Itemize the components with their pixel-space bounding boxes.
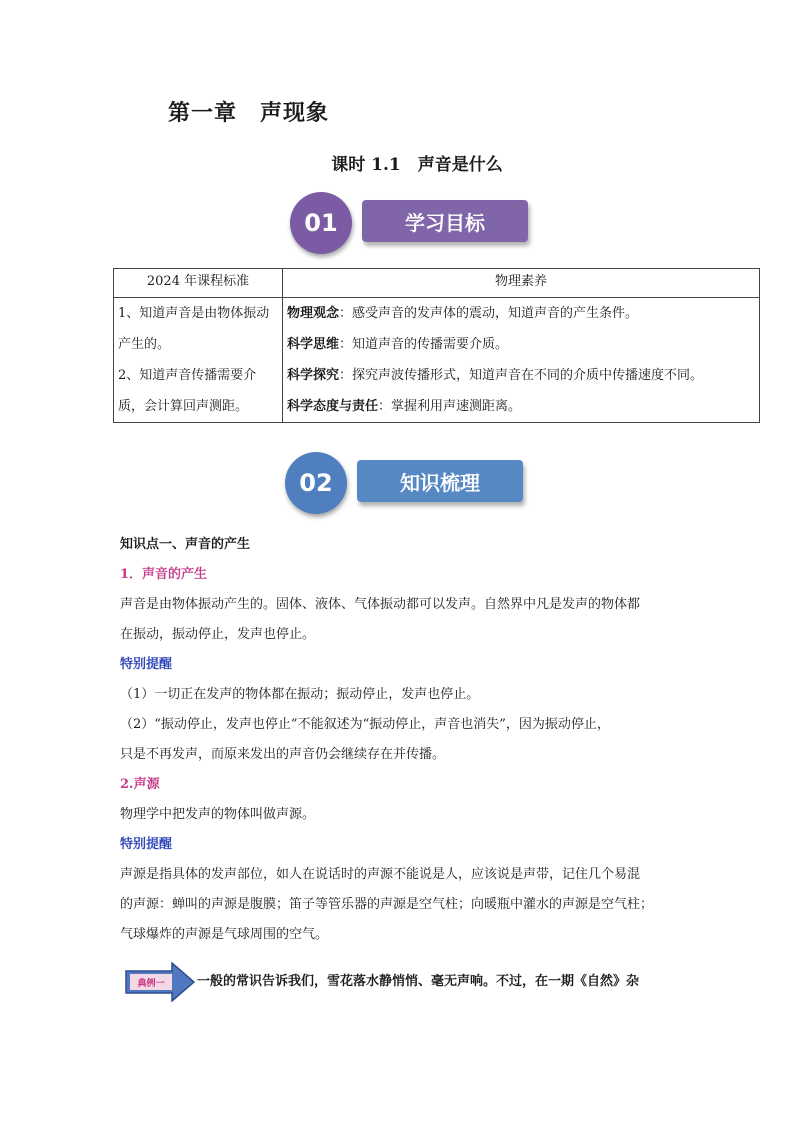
section-badge-objectives: [290, 192, 530, 256]
standard-line: 产生的。: [118, 337, 171, 352]
paragraph-line: 物理学中把发声的物体叫做声源。: [120, 807, 316, 822]
literacy-line: 物理观念：感受声音的发声体的震动，知道声音的产生条件。: [287, 306, 639, 321]
reminder-title: 特别提醒: [120, 837, 173, 852]
paragraph-line: 声音是由物体振动产生的。固体、液体、气体振动都可以发声。自然界中凡是发声的物体都: [120, 597, 641, 612]
paragraph-line: （2）“振动停止，发声也停止”不能叙述为“振动停止，声音也消失”，因为振动停止，: [120, 717, 610, 732]
paragraph-line: 只是不再发声，而原来发出的声音仍会继续存在并传播。: [120, 747, 446, 762]
section-badge-knowledge: [285, 452, 530, 516]
paragraph-line: 声源是指具体的发声部位，如人在说话时的声源不能说是人，应该说是声带，记住几个易混: [120, 867, 641, 882]
example-tag: 典例一: [137, 979, 165, 989]
section-label: 学习目标: [362, 200, 528, 242]
reminder-title: 特别提醒: [120, 657, 173, 672]
literacy-line: 科学思维：知道声音的传播需要介质。: [287, 337, 509, 352]
lesson-title: 课时 1.1 声音是什么: [331, 155, 503, 175]
table-header-literacy: 物理素养: [283, 269, 760, 298]
paragraph-line: 的声源：蝉叫的声源是腹膜；笛子等管乐器的声源是空气柱；向暖瓶中灌水的声源是空气柱；: [120, 897, 654, 912]
standard-line: 1、知道声音是由物体振动: [118, 306, 270, 321]
standards-table: [113, 268, 760, 423]
literacy-line: 科学态度与责任：掌握利用声速测距离。: [287, 399, 522, 414]
section-label: 知识梳理: [357, 460, 523, 502]
section-number: 01: [290, 192, 352, 254]
paragraph-line: （1）一切正在发声的物体都在振动；振动停止，发声也停止。: [120, 687, 480, 702]
standard-line: 质，会计算回声测距。: [118, 399, 249, 414]
section-number: 02: [285, 452, 347, 514]
paragraph-line: 气球爆炸的声源是气球周围的空气。: [120, 927, 329, 942]
paragraph-line: 在振动，振动停止，发声也停止。: [120, 627, 316, 642]
example-arrow-icon: [124, 962, 196, 1006]
literacy-cell: [283, 298, 760, 423]
subsection-title: 1．声音的产生: [120, 567, 208, 582]
knowledge-content: [120, 530, 680, 950]
standard-cell: [114, 298, 283, 423]
literacy-line: 科学探究：探究声波传播形式，知道声音在不同的介质中传播速度不同。: [287, 368, 704, 383]
knowledge-point-title: 知识点一、声音的产生: [120, 537, 251, 552]
subsection-title: 2.声源: [120, 777, 160, 792]
table-header-standard: 2024 年课程标准: [114, 269, 283, 298]
chapter-title: 第一章 声现象: [168, 100, 330, 126]
standard-line: 2、知道声音传播需要介: [118, 368, 257, 383]
example-text: 一般的常识告诉我们，雪花落水静悄悄、毫无声响。不过，在一期《自然》杂: [197, 974, 640, 989]
